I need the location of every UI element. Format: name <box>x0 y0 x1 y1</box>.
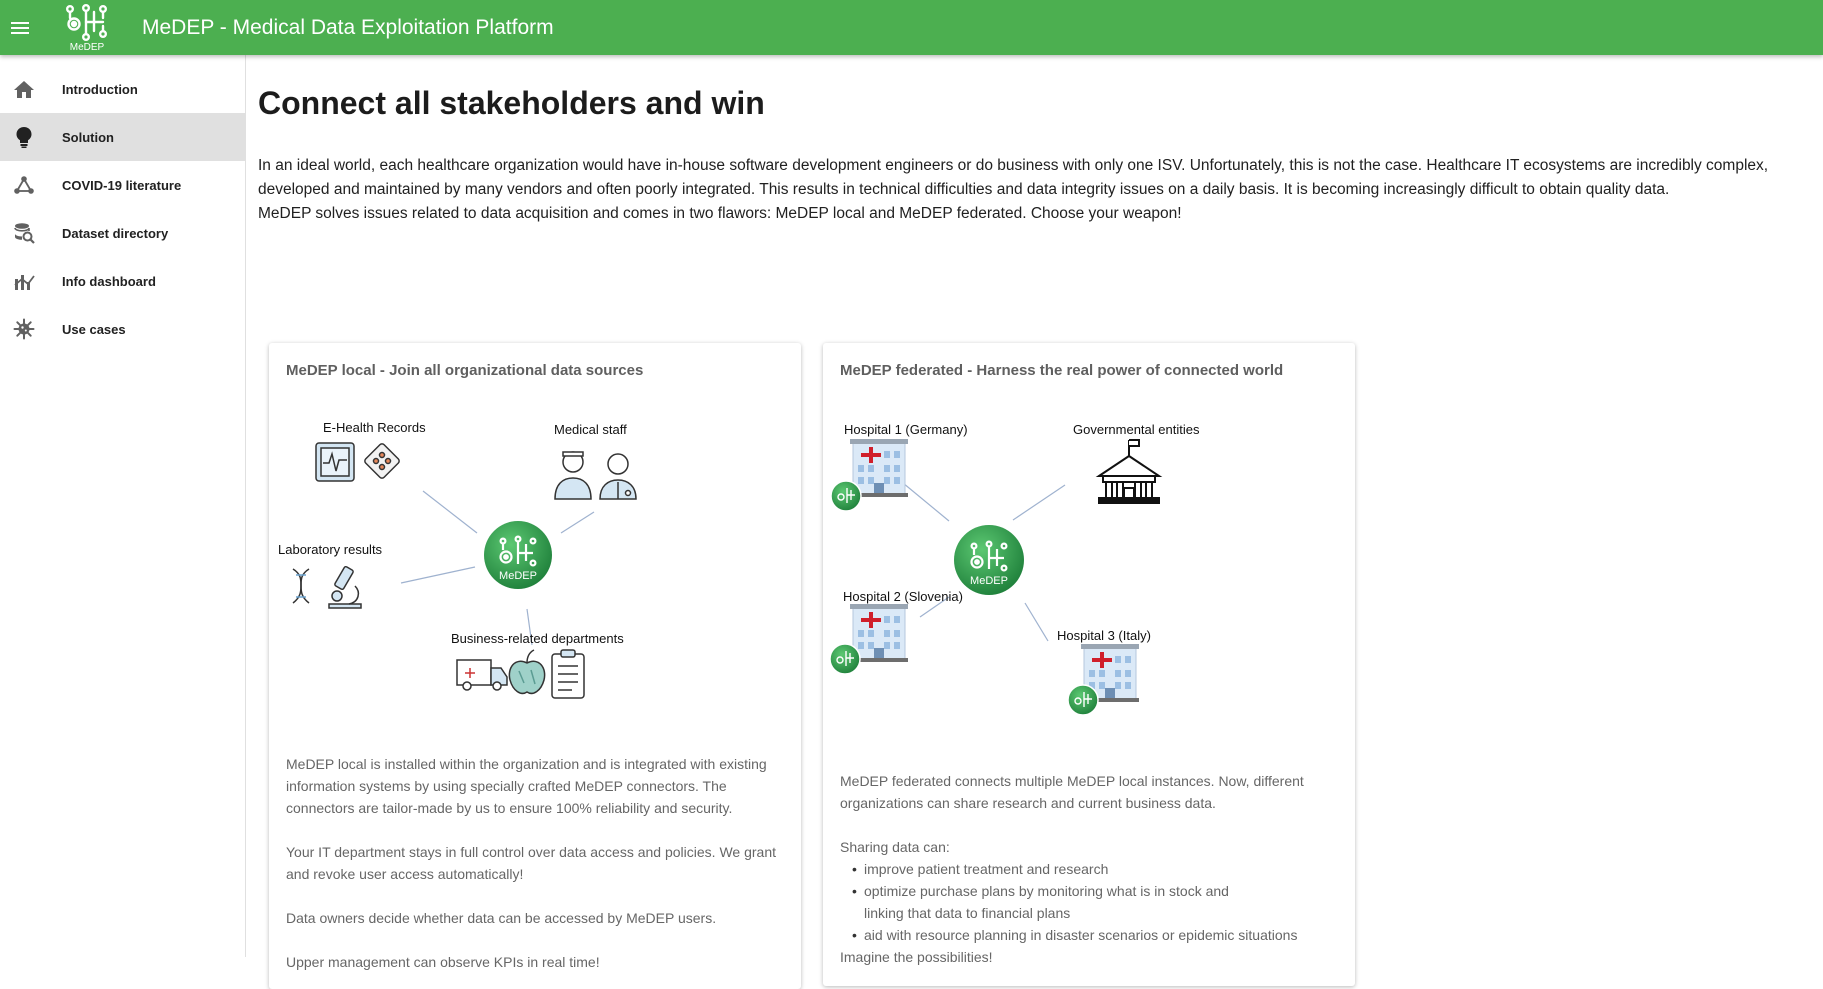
sidebar-item-introduction[interactable] <box>0 65 245 113</box>
main-content <box>258 55 1818 970</box>
card-title: MeDEP federated - Harness the real power of connected world <box>840 362 1284 379</box>
sidebar-item-info-dashboard[interactable] <box>0 257 245 305</box>
intro-paragraph: In an ideal world, each healthcare organization would have in-house software development engineers or do business with only one ISV. Unfortunately, this is not the case. Healthcare IT ecosystems are incredibly complex, developed and maintained by many vendors and often poorly integrated. This results in technical difficulties and data integrity issues on a daily basis. It is becoming increasingly difficult to obtain quality data. <box>258 157 1769 198</box>
card-federated-text <box>840 770 1340 968</box>
list-intro: Sharing data can: <box>840 839 950 855</box>
chart-icon <box>13 271 35 291</box>
home-icon <box>13 79 35 99</box>
government-building-icon <box>1099 440 1159 503</box>
database-search-icon <box>13 222 35 244</box>
closing-text: Imagine the possibilities! <box>840 949 993 965</box>
apple-icon <box>509 650 544 693</box>
microscope-icon <box>329 566 361 608</box>
svg-text:MeDEP: MeDEP <box>970 575 1008 587</box>
card-local-text <box>286 753 786 973</box>
sidebar-item-label: Dataset directory <box>62 225 169 241</box>
page-title: Connect all stakeholders and win <box>258 85 765 121</box>
circuit-logo-icon <box>60 3 114 43</box>
sidebar-item-label: Solution <box>62 129 114 145</box>
medep-logo[interactable] <box>60 3 114 53</box>
medical-staff-icon <box>555 452 636 499</box>
intro-paragraph: MeDEP solves issues related to data acquisition and comes in two flawors: MeDEP local and MeDEP federated. Choose your weapon! <box>258 205 1182 222</box>
app-title: MeDEP - Medical Data Exploitation Platform <box>142 15 554 39</box>
menu-button[interactable] <box>2 10 38 46</box>
label-ehealth-records: E-Health Records <box>323 420 426 435</box>
sidebar-item-label: COVID-19 literature <box>62 177 182 193</box>
label-medical-staff: Medical staff <box>554 422 627 437</box>
monitor-icon <box>316 443 354 481</box>
sidebar-item-use-cases[interactable] <box>0 305 245 353</box>
svg-text:MeDEP: MeDEP <box>499 570 537 582</box>
medep-center-logo <box>484 521 552 589</box>
medep-badge-icon <box>831 481 861 511</box>
sidebar-item-label: Info dashboard <box>62 273 156 289</box>
label-governmental-entities: Governmental entities <box>1073 422 1200 437</box>
sidebar-item-label: Use cases <box>62 321 126 337</box>
label-hospital-italy: Hospital 3 (Italy) <box>1057 628 1151 643</box>
card-paragraph: MeDEP federated connects multiple MeDEP local instances. Now, different organizations can share research and current business data. <box>840 773 1304 811</box>
app-bar <box>0 0 1823 55</box>
sidebar-item-covid-literature[interactable] <box>0 161 245 209</box>
label-hospital-germany: Hospital 1 (Germany) <box>844 422 968 437</box>
logo-text: MeDEP <box>69 41 105 53</box>
card-paragraph: Your IT department stays in full control over data access and policies. We grant and revoke user access automatically! <box>286 844 776 882</box>
network-icon <box>13 175 35 195</box>
medep-local-diagram <box>269 398 801 738</box>
list-item: • improve patient treatment and research <box>852 858 1340 880</box>
pills-icon <box>364 443 401 480</box>
card-paragraph: MeDEP local is installed within the organization and is integrated with existing information systems by using specially crafted MeDEP connectors. The connectors are tailor-made by us to ensure 100% reliability and security. <box>286 756 767 816</box>
card-title: MeDEP local - Join all organizational data sources <box>286 362 644 379</box>
virus-icon <box>13 318 35 340</box>
medep-federated-diagram <box>823 398 1355 768</box>
benefits-list <box>840 858 1340 946</box>
card-paragraph: Data owners decide whether data can be accessed by MeDEP users. <box>286 910 717 926</box>
medep-center-logo <box>954 525 1024 595</box>
hamburger-icon <box>10 20 30 36</box>
sidebar <box>0 55 246 957</box>
label-laboratory-results: Laboratory results <box>278 542 383 557</box>
list-item: • optimize purchase plans by monitoring what is in stock and linking that data to financial plans <box>852 880 1272 924</box>
label-business-departments: Business-related departments <box>451 631 624 646</box>
card-medep-local <box>269 343 801 989</box>
medep-badge-icon <box>830 644 860 674</box>
lightbulb-icon <box>15 126 33 148</box>
intro-text <box>258 154 1818 226</box>
medep-badge-icon <box>1068 685 1098 715</box>
card-paragraph: Upper management can observe KPIs in real time! <box>286 954 600 970</box>
clipboard-icon <box>552 650 584 698</box>
ambulance-icon <box>457 660 507 690</box>
sidebar-item-label: Introduction <box>62 81 138 97</box>
sidebar-item-dataset-directory[interactable] <box>0 209 245 257</box>
sidebar-item-solution[interactable] <box>0 113 245 161</box>
list-item: • aid with resource planning in disaster scenarios or epidemic situations <box>852 924 1340 946</box>
card-medep-federated <box>823 343 1355 986</box>
label-hospital-slovenia: Hospital 2 (Slovenia) <box>843 589 963 604</box>
dna-icon <box>293 569 309 603</box>
